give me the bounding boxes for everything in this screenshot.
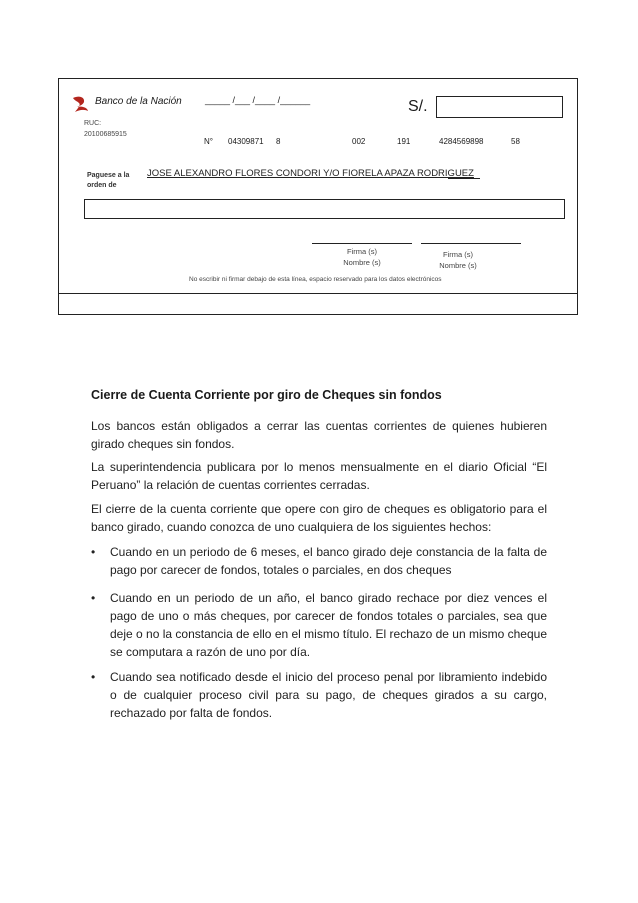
- account-number: 4284569898: [439, 137, 484, 146]
- branch-code: 191: [397, 137, 411, 146]
- signature-line-1[interactable]: [312, 243, 412, 244]
- paragraph: El cierre de la cuenta corriente que opere con giro de cheques es obligatorio para el banco girado, cuando conozca de uno cualquiera de los siguientes hechos:: [91, 502, 547, 534]
- signature-1-name: Nombre (s): [343, 258, 381, 267]
- bullet-icon: •: [91, 591, 96, 605]
- bullet-icon: •: [91, 670, 96, 684]
- bank-name: Banco de la Nación: [95, 96, 182, 107]
- paragraph: Los bancos están obligados a cerrar las cuentas corrientes de quienes hubieren girado cheques sin fondos.: [91, 419, 547, 451]
- bullet-icon: •: [91, 545, 96, 559]
- electronic-data-divider: [59, 293, 577, 294]
- article-title: Cierre de Cuenta Corriente por giro de Cheques sin fondos: [91, 388, 442, 402]
- check-digit: 8: [276, 137, 281, 146]
- list-item-text: Cuando en un periodo de 6 meses, el banco girado deje constancia de la falta de pago por carecer de fondos, totales o parciales, en dos cheques: [110, 545, 547, 577]
- payee-underline: [448, 178, 480, 179]
- signature-2-label: Firma (s): [443, 250, 473, 259]
- currency-symbol: S/.: [408, 98, 428, 115]
- signature-line-2[interactable]: [421, 243, 521, 244]
- bank-logo-icon: [71, 94, 91, 114]
- bank-code: 002: [352, 137, 366, 146]
- number-prefix: N°: [204, 137, 213, 146]
- pay-to-label-line1: Paguese a la: [87, 172, 130, 179]
- cheque-number: 04309871: [228, 137, 264, 146]
- payee-name[interactable]: JOSE ALEXANDRO FLORES CONDORI Y/O FIORELA APAZA RODRIGUEZ: [147, 168, 474, 179]
- pay-to-label: [87, 171, 129, 191]
- list-item-text: Cuando sea notificado desde el inicio del proceso penal por libramiento indebido o de cualquier proceso civil para su pago, de cheques girados a su cargo, rechazado por falta de fondos.: [110, 670, 547, 720]
- disclaimer-text: No escribir ni firmar debajo de esta línea, espacio reservado para los datos electrónicos: [189, 276, 442, 283]
- cheque: [58, 78, 578, 315]
- list-item-text: Cuando en un periodo de un año, el banco girado rechace por diez vences el pago de uno o más cheques, por carecer de fondos totales o parciales, sea que deje o no la constancia de ello en el mismo título. El rechazo de un mismo cheque se computara a razón de uno por día.: [110, 591, 547, 659]
- signature-1-label: Firma (s): [347, 247, 377, 256]
- signature-block-2: [418, 249, 498, 271]
- paragraph: La superintendencia publicara por lo menos mensualmente en el diario Oficial “El Peruano” la relación de cuentas corrientes cerradas.: [91, 460, 547, 492]
- amount-field[interactable]: [436, 96, 563, 118]
- amount-in-words-field[interactable]: [84, 199, 565, 219]
- ruc-label: RUC:: [84, 120, 102, 127]
- ruc-value: 20100685915: [84, 131, 127, 138]
- date-field[interactable]: _____ /___ /____ /______: [205, 95, 311, 105]
- signature-2-name: Nombre (s): [439, 261, 477, 270]
- signature-block-1: [322, 246, 402, 268]
- pay-to-label-line2: orden de: [87, 182, 117, 189]
- account-check-digit: 58: [511, 137, 520, 146]
